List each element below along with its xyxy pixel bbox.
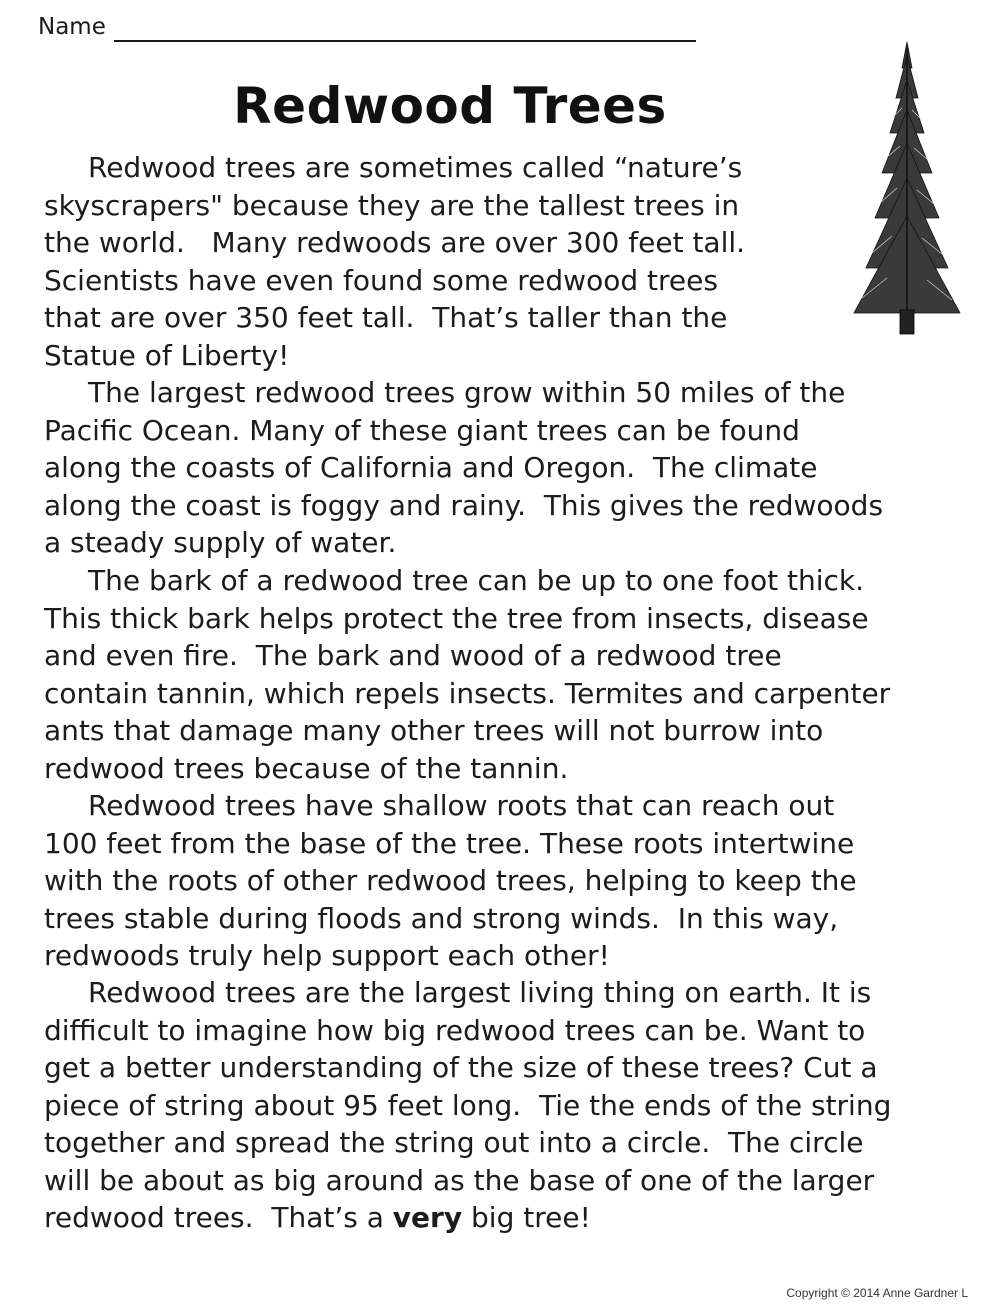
paragraph-line: 100 feet from the base of the tree. These roots intertwine xyxy=(44,826,855,860)
text-run: redwood trees. That’s a xyxy=(44,1201,393,1234)
paragraph-line: The bark of a redwood tree can be up to one foot thick. xyxy=(88,564,864,597)
paragraph-line: the world. Many redwoods are over 300 feet tall. xyxy=(44,226,746,259)
paragraph-5 xyxy=(44,974,891,1237)
paragraph-line: with the roots of other redwood trees, helping to keep the xyxy=(44,864,857,897)
paragraph-last-line xyxy=(44,1199,891,1237)
paragraph-line: Redwood trees are sometimes called “nature’s xyxy=(88,151,743,184)
paragraph-3 xyxy=(44,562,890,787)
paragraph-2 xyxy=(44,374,883,562)
name-blank-line[interactable] xyxy=(114,14,696,42)
paragraph-line: a steady supply of water. xyxy=(44,526,397,559)
paragraph-line: Scientists have even found some redwood trees xyxy=(44,263,718,297)
paragraph-line: together and spread the string out into a circle. The circle xyxy=(44,1126,864,1159)
redwood-tree-icon xyxy=(842,38,972,338)
copyright-notice: Copyright © 2014 Anne Gardner L xyxy=(786,1286,968,1300)
paragraph-line: The largest redwood trees grow within 50 miles of the xyxy=(88,376,846,409)
paragraph-line: piece of string about 95 feet long. Tie the ends of the string xyxy=(44,1088,892,1122)
paragraph-line: along the coasts of California and Oregon. The climate xyxy=(44,451,818,484)
paragraph-4 xyxy=(44,787,857,975)
paragraph-line: redwood trees because of the tannin. xyxy=(44,751,569,785)
paragraph-line: will be about as big around as the base of one of the larger xyxy=(44,1163,875,1197)
paragraph-line: contain tannin, which repels insects. Termites and carpenter xyxy=(44,676,891,710)
text-run: big tree! xyxy=(462,1201,591,1234)
paragraph-line: difficult to imagine how big redwood trees can be. Want to xyxy=(44,1013,866,1047)
paragraph-1 xyxy=(44,149,745,374)
paragraph-line: ants that damage many other trees will not burrow into xyxy=(44,714,824,747)
paragraph-line: and even fire. The bark and wood of a redwood tree xyxy=(44,639,782,672)
name-field xyxy=(38,12,696,42)
paragraph-line: along the coast is foggy and rainy. This gives the redwoods xyxy=(44,488,884,522)
paragraph-line: Statue of Liberty! xyxy=(44,338,290,372)
emphasis-word: very xyxy=(392,1201,463,1234)
paragraph-line: Redwood trees are the largest living thing on earth. It is xyxy=(88,976,872,1009)
paragraph-line: skyscrapers" because they are the tallest trees in xyxy=(44,188,740,222)
paragraph-line: trees stable during floods and strong winds. In this way, xyxy=(44,901,839,935)
name-label: Name xyxy=(38,14,106,40)
paragraph-line: Redwood trees have shallow roots that can reach out xyxy=(88,789,835,822)
paragraph-line: get a better understanding of the size of these trees? Cut a xyxy=(44,1051,878,1084)
paragraph-line: This thick bark helps protect the tree from insects, disease xyxy=(44,601,869,635)
paragraph-line: that are over 350 feet tall. That’s taller than the xyxy=(44,301,728,334)
paragraph-line: Pacific Ocean. Many of these giant trees can be found xyxy=(44,413,800,447)
page-title: Redwood Trees xyxy=(233,77,667,135)
paragraph-line: redwoods truly help support each other! xyxy=(44,939,610,972)
